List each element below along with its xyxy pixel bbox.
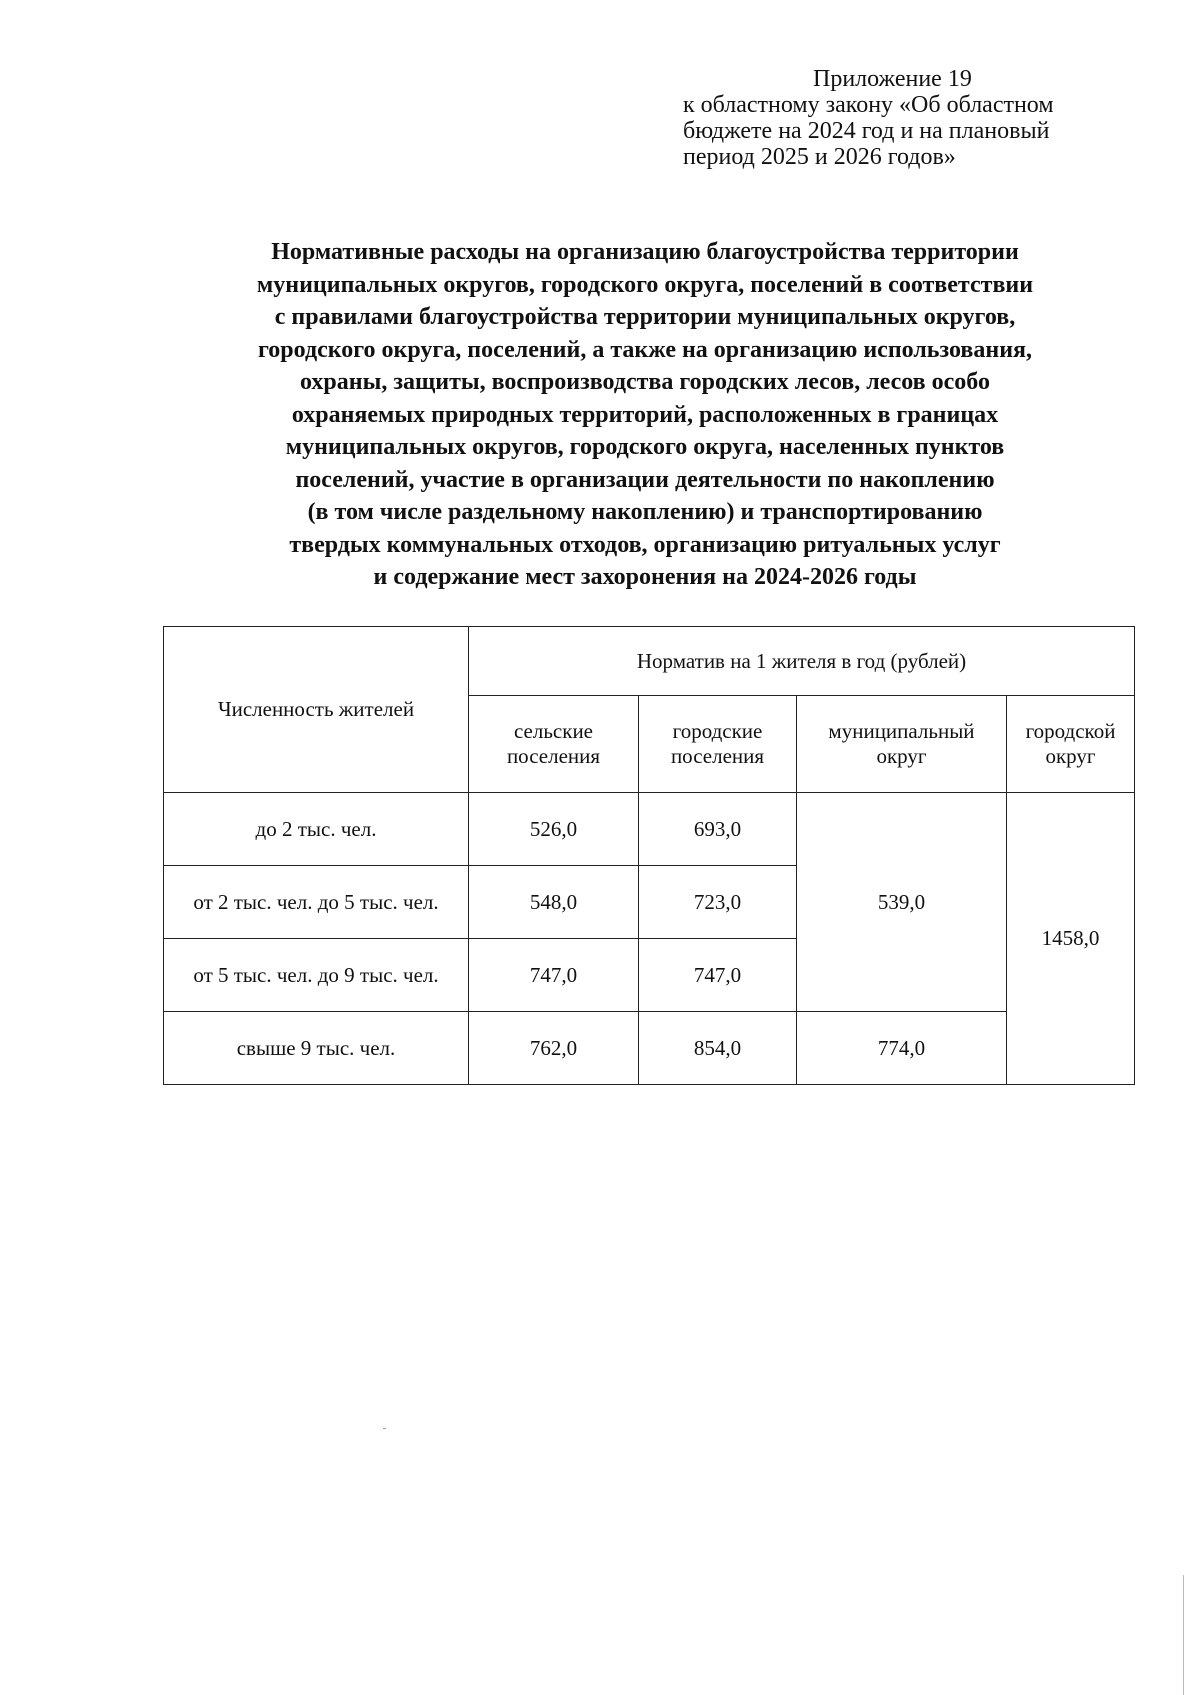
cell-city: 1458,0: [1007, 793, 1135, 1085]
header-city-line1: городской: [1025, 719, 1116, 743]
header-city-line2: округ: [1045, 744, 1096, 768]
header-municipal: [797, 696, 1007, 793]
header-rural: [469, 696, 639, 793]
cell-municipal: 774,0: [797, 1012, 1007, 1085]
appendix-line: к областному закону «Об областном: [683, 92, 1054, 118]
title-line: и содержание мест захоронения на 2024-2026 годы: [373, 564, 917, 590]
cell-municipal: 539,0: [797, 793, 1007, 1012]
cell-rural: 526,0: [469, 793, 639, 866]
appendix-line: период 2025 и 2026 годов»: [683, 144, 956, 170]
header-municipal-line2: округ: [876, 744, 927, 768]
cell-urban: 723,0: [639, 866, 797, 939]
cell-population: от 5 тыс. чел. до 9 тыс. чел.: [164, 939, 469, 1012]
cell-urban: 693,0: [639, 793, 797, 866]
table-row: [164, 1012, 1135, 1085]
document-title: [150, 236, 1140, 594]
header-norm-group: Норматив на 1 жителя в год (рублей): [469, 627, 1135, 696]
header-city: [1007, 696, 1135, 793]
cell-rural: 548,0: [469, 866, 639, 939]
appendix-line: бюджете на 2024 год и на плановый: [683, 118, 1050, 144]
scan-speck: [383, 1428, 386, 1429]
title-line: поселений, участие в организации деятельности по накоплению: [295, 466, 995, 493]
title-line: Нормативные расходы на организацию благоустройства территории: [271, 239, 1019, 265]
header-municipal-line1: муниципальный: [828, 719, 975, 743]
title-line: муниципальных округов, городского округа, поселений в соответствии: [256, 271, 1034, 298]
appendix-number: Приложение 19: [813, 66, 972, 92]
cell-rural: 747,0: [469, 939, 639, 1012]
table-header-row: [164, 627, 1135, 696]
cell-urban: 747,0: [639, 939, 797, 1012]
cell-population: от 2 тыс. чел. до 5 тыс. чел.: [164, 866, 469, 939]
header-rural-line2: поселения: [506, 744, 601, 768]
header-urban-line2: поселения: [670, 744, 765, 768]
title-line: охраны, защиты, воспроизводства городских лесов, лесов особо: [300, 369, 990, 395]
cell-population: до 2 тыс. чел.: [164, 793, 469, 866]
title-line: муниципальных округов, городского округа, населенных пунктов: [285, 434, 1005, 460]
table-row: [164, 793, 1135, 866]
title-line: охраняемых природных территорий, расположенных в границах: [291, 401, 999, 428]
header-population: Численность жителей: [164, 627, 469, 793]
cell-rural: 762,0: [469, 1012, 639, 1085]
norms-table: [163, 626, 1135, 1085]
header-rural-line1: сельские: [513, 719, 594, 743]
appendix-header: [683, 66, 1153, 170]
title-line: городского округа, поселений, а также на организацию использования,: [257, 336, 1033, 363]
header-urban-line1: городские: [672, 719, 763, 743]
title-line: с правилами благоустройства территории муниципальных округов,: [274, 304, 1016, 330]
header-urban: [639, 696, 797, 793]
title-line: твердых коммунальных отходов, организацию ритуальных услуг: [289, 531, 1001, 558]
cell-population: свыше 9 тыс. чел.: [164, 1012, 469, 1085]
title-line: (в том числе раздельному накоплению) и транспортированию: [307, 499, 983, 525]
cell-urban: 854,0: [639, 1012, 797, 1085]
scan-edge-line: [1183, 1575, 1184, 1695]
